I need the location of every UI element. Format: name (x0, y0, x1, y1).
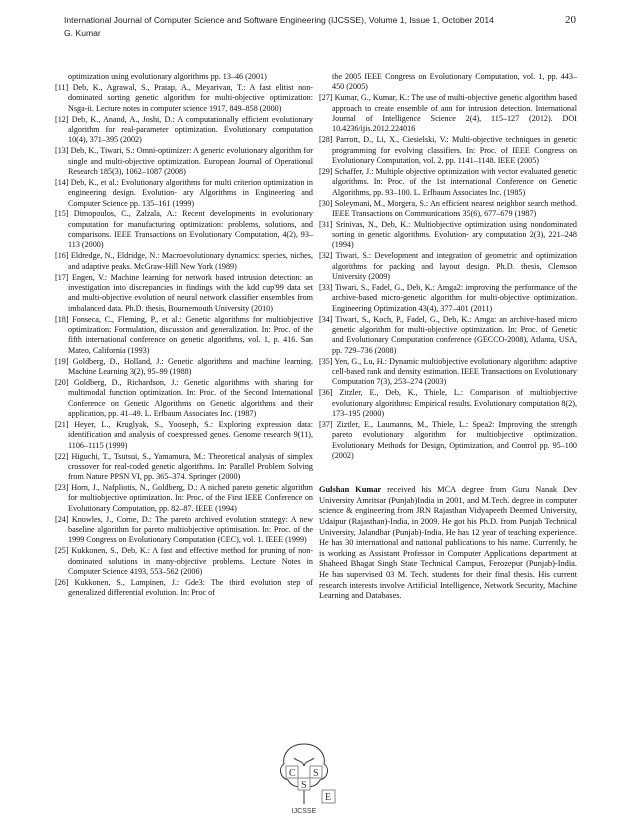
reference-item: [36] Zitzler, E., Deb, K., Thiele, L.: Comparison of multiobjective evolutionary algorithms: Empirical results. Evolutionary computation 8(2), 173–195 (2000) (319, 388, 577, 418)
reference-item: [12] Deb, K., Anand, A., Joshi, D.: A computationally efficient evolutionary algorithm for real-parameter optimization. Evolutionary computation 10(4), 371–395 (2002) (55, 114, 313, 145)
reference-item: [19] Goldberg, D., Holland, J.: Genetic algorithms and machine learning. Machine Learning 3(2), 95–99 (1988) (55, 356, 313, 376)
reference-item: [31] Srinivas, N., Deb, K.: Multiobjective optimization using nondominated sorting in genetic algorithms. Evolution- ary computation 2(3), 221–248 (1994) (319, 219, 577, 250)
page-header (64, 14, 574, 39)
reference-item: [28] Parrott, D., Li, X., Ciesielski, V.: Multi-objective techniques in genetic programming for evolving classifiers. In: Proc. of IEEE Congress on Evolutionary Computation, vol. 2, pp. 1141–1148. IEEE (2005) (319, 135, 577, 165)
author-running-head: G. Kumar (64, 27, 101, 38)
reference-item: [20] Goldberg, D., Richardson, J.: Genetic algorithms with sharing for multimodal function optimization. In: Proc. of the Second International Conference on Genetic Algorithms on Genetic algorithms and their application, pp. 41–49. L. Erlbaum Associates Inc. (1987) (55, 377, 313, 418)
reference-continuation: the 2005 IEEE Congress on Evolutionary Computation, vol. 1, pp. 443–450 (2005) (332, 72, 577, 92)
reference-item: [34] Tiwari, S., Koch, P., Fadel, G., Deb, K.: Amga: an archive-based micro genetic algorithm for multi-objective optimization. In: Proc. of Genetic and Evolutionary Computation conference (GECCO-2008), Atlanta, USA, pp. 729–736 (2008) (319, 314, 577, 355)
reference-item: [13] Deb, K., Tiwari, S.: Omni-optimizer: A generic evolutionary algorithm for single and multi-objective optimization. European Journal of Operational Research 185(3), 1062–1087 (2008) (55, 146, 313, 176)
reference-item: [23] Horn, J., Nafpliotis, N., Goldberg, D.: A niched pareto genetic algorithm for multiobjective optimization. In: Proc. of the First IEEE Conference on Evolutionary Computation, pp. 82–87. IEEE (1994) (55, 483, 313, 513)
reference-item: [14] Deb, K., et al.: Evolutionary algorithms for multi criterion optimization in engineering design. Evolution- ary Algorithms in Engineering and Computer Science pp. 135–161 (1999) (55, 177, 313, 208)
reference-item: [26] Kukkonen, S., Lampinen, J.: Gde3: The third evolution step of generalized differential evolution. In: Proc of (55, 578, 313, 598)
logo-letter-s1: S (301, 780, 307, 791)
reference-item: [27] Kumar, G., Kumar, K.: The use of multi-objective genetic algorithm based approach to create ensemble of ann for intrusion detection. International Journal of Intelligence Science 2(4), 115–127 (2012). DOI 10.4236/ijis.2012.224016 (319, 93, 577, 134)
reference-item: [35] Yen, G., Lu, H.: Dynamic multiobjective evolutionary algorithm: adaptive cell-based rank and density estimation. IEEE Transactions on Evolutionary Computation 7(3), 253–274 (2003) (319, 356, 577, 387)
reference-item: [33] Tiwari, S., Fadel, G., Deb, K.: Amga2: improving the performance of the archive-based micro-genetic algorithm for multi-objective optimization. Engineering Optimization 43(4), 377–401 (2011) (319, 283, 577, 313)
reference-continuation: optimization using evolutionary algorithms pp. 13–46 (2001) (68, 72, 267, 81)
logo-wordmark: IJCSSE (291, 808, 317, 815)
journal-logo (268, 738, 340, 818)
reference-item: [22] Higuchi, T., Tsutsui, S., Yamamura, M.: Theoretical analysis of simplex crossover for real-coded genetic algorithms. In: Parallel Problem Solving from Nature PPSN VI, pp. 365–374. Springer (2000) (55, 451, 313, 482)
reference-item: [32] Tiwari, S.: Development and integration of geometric and optimization algorithms for packing and layout design. Ph.D. thesis, Clemson University (2009) (319, 251, 577, 282)
reference-item: [17] Engen, V.: Machine learning for network based intrusion detection: an investigation into discrepancies in findings with the kdd cup'99 data set and multi-objective evolution of neural network classifier ensembles from imbalanced data. Ph.D. thesis, Bournemouth University (2010) (55, 272, 313, 313)
reference-item: [24] Knowles, J., Corne, D.: The pareto archived evolution strategy: A new baseline algorithm for pareto multiobjective optimisation. In: Proc. of the 1999 Congress on Evolutionary Computation (CEC), vol. 1. IEEE (1999) (55, 514, 313, 545)
reference-item: [11] Deb, K., Agrawal, S., Pratap, A., Meyarivan, T.: A fast elitist non-dominated sorting genetic algorithm for multi-objective optimization: Nsga-ii. Lecture notes in computer science 1917, 849–858 (2000) (55, 82, 313, 113)
journal-title: International Journal of Computer Science and Software Engineering (IJCSSE), Volume 1, Issue 1, October 2014 (64, 15, 494, 25)
reference-item: [30] Soleymani, M., Morgera, S.: An efficient nearest neighbor search method. IEEE Transactions on Communications 35(6), 677–679 (1987) (319, 198, 577, 218)
reference-item: [29] Schaffer, J.: Multiple objective optimization with vector evaluated genetic algorithms. In: Proc. of the 1st international Conference on Genetic Algorithms, pp. 93–100. L. Erlbaum Associates Inc. (1985) (319, 166, 577, 197)
reference-item: [25] Kukkonen, S., Deb, K.: A fast and effective method for pruning of non-dominated solutions in many-objective problems. Lecture Notes in Computer Science 4193, 553–562 (2006) (55, 546, 313, 577)
reference-item: [18] Fonseca, C., Fleming, P., et al.: Genetic algorithms for multiobjective optimization: Formulation, discussion and generalization. In: Proc. of the fifth international conference on genetic algorithms, vol. 1, p. 416. San Mateo, California (1993) (55, 314, 313, 355)
left-column (55, 72, 313, 599)
reference-item: [16] Eldredge, N., Eldridge, N.: Macroevolutionary dynamics: species, niches, and adaptive peaks. McGraw-Hill New York (1989) (55, 251, 313, 271)
logo-letter-c: C (289, 768, 296, 779)
reference-item: [21] Heyer, L., Kruglyak, S., Yooseph, S.: Exploring expression data: identification and analysis of coexpressed genes. Genome research 9(11), 1106–1115 (1999) (55, 419, 313, 450)
biography-text: received his MCA degree from Guru Nanak Dev University Amritsar (Punjab)India in 2001, and M.Tech. degree in computer science & engineering from JRN Rajasthan Vidyapeeth Deemed University, Udaipur (Rajasthan)-India, in 2009. He got his Ph.D. from Punjab Technical University, Jalandhar (Punjab)-India. He has 12 year of teaching experience. He has 30 international and national publications to his name. Currently, he is working as Assistant Professor in Computer Applications department at Shaheed Bhagat Singh State Technical Campus, Ferozepur (Punjab)-India. He has supervised 03 M. Tech. students for their final thesis. His current research interests involve Artificial Intelligence, Network Security, Machine Learning and Databases. (319, 485, 577, 601)
right-column (319, 72, 577, 602)
reference-item: [15] Dimopoulos, C., Zalzala, A.: Recent developments in evolutionary computation for manufacturing optimization: problems, solutions, and comparisons. IEEE Transactions on Evolutionary Computation, 4(2), 93–113 (2000) (55, 209, 313, 250)
logo-letter-s2: S (313, 768, 319, 779)
author-biography (319, 485, 577, 602)
author-name: Gulshan Kumar (319, 485, 382, 495)
page-number: 20 (565, 14, 576, 26)
logo-letter-e: E (325, 792, 332, 803)
reference-item: [37] Ziztler, E., Laumanns, M., Thiele, L.: Spea2: Improving the strength pareto evolutionary algorithm for multiobjective optimization. Evolutionary Methods for Design, Optimization, and Control pp. 95–100 (2002) (319, 419, 577, 460)
